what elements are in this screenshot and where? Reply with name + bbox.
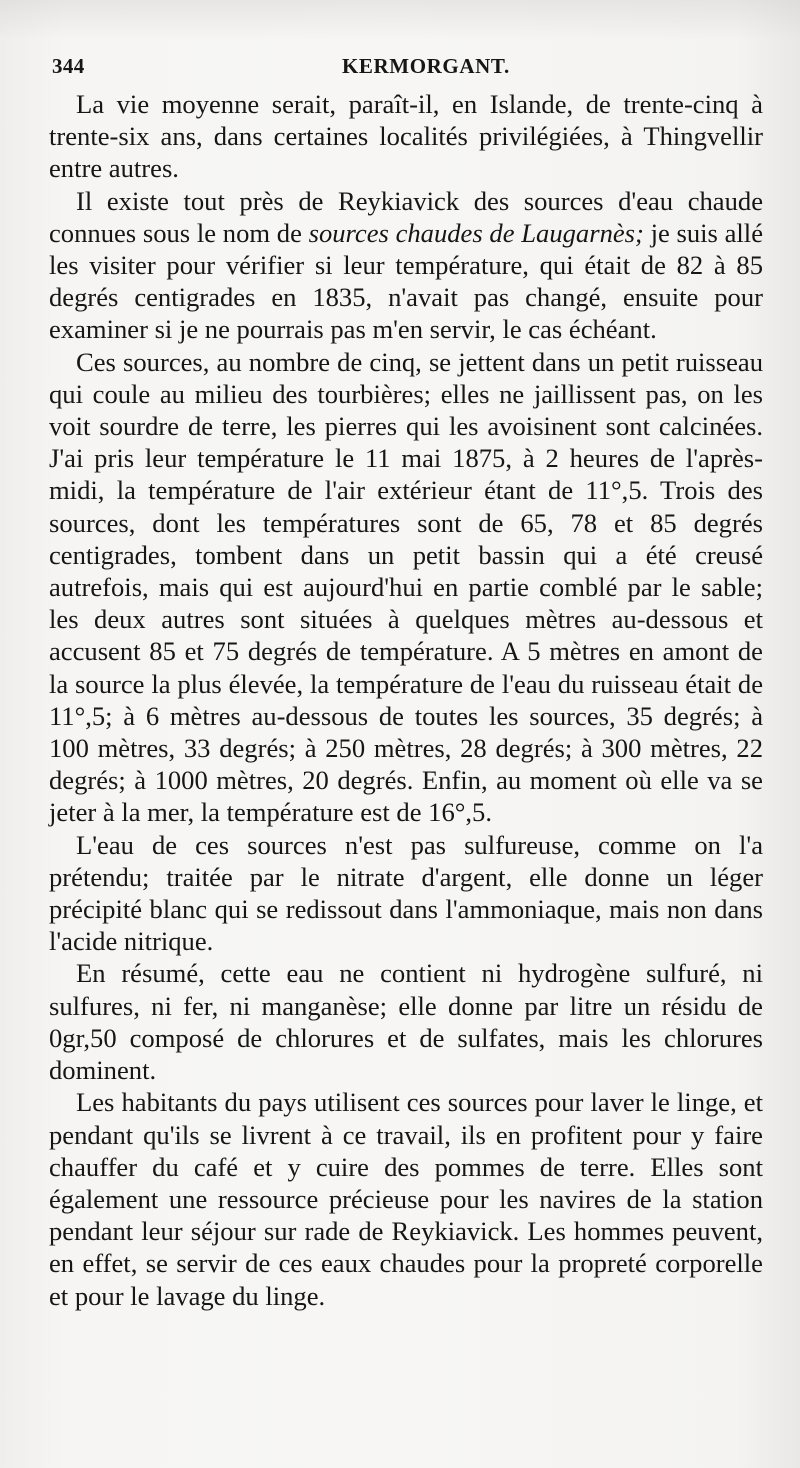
paragraph-life-expectancy: La vie moyenne serait, paraît-il, en Islande, de trente-cinq à trente-six ans, dans certaines localités privilégiées, à Thingvellir entre autres. bbox=[49, 89, 763, 184]
running-head bbox=[52, 54, 760, 88]
article-body bbox=[49, 88, 763, 1312]
paragraph-temperature-measurements: Ces sources, au nombre de cinq, se jettent dans un petit ruisseau qui coule au milieu des tourbières; elles ne jaillissent pas, on les voit sourdre de terre, les pierres qui les avoisinent sont calcinées. J'ai pris leur température le 11 mai 1875, à 2 heures de l'après-midi, la température de l'air extérieur étant de 11°,5. Trois des sources, dont les températures sont de 65, 78 et 85 degrés centigrades, tombent dans un petit bassin qui a été creusé autrefois, mais qui est aujourd'hui en partie comblé par le sable; les deux autres sont situées à quelques mètres au-dessous et accusent 85 et 75 degrés de température. A 5 mètres en amont de la source la plus élevée, la température de l'eau du ruisseau était de 11°,5; à 6 mètres au-dessous de toutes les sources, 35 degrés; à 100 mètres, 33 degrés; à 250 mètres, 28 degrés; à 300 mètres, 22 degrés; à 1000 mètres, 20 degrés. Enfin, au moment où elle va se jeter à la mer, la température est de 16°,5. bbox=[49, 346, 763, 828]
paragraph-water-chemistry: L'eau de ces sources n'est pas sulfureuse, comme on l'a prétendu; traitée par le nitrate d'argent, elle donne un léger précipité blanc qui se redissout dans l'ammoniaque, mais non dans l'acide nitrique. bbox=[49, 829, 763, 957]
paragraph-text-part: Il existe tout près de Reykiavick des sources d'eau chaude connues sous le nom de bbox=[49, 185, 763, 248]
paragraph-local-uses: Les habitants du pays utilisent ces sources pour laver le linge, et pendant qu'ils se livrent à ce travail, ils en profitent pour y faire chauffer du café et y cuire des pommes de terre. Elles sont également une ressource précieuse pour les navires de la station pendant leur séjour sur rade de Reykiavick. Les hommes peuvent, en effet, se servir de ces eaux chaudes pour la propreté corporelle et pour le lavage du linge. bbox=[49, 1087, 763, 1311]
scan-shadow bbox=[0, 0, 800, 40]
paragraph-laugarnes-springs bbox=[49, 185, 763, 346]
paragraph-summary: En résumé, cette eau ne contient ni hydrogène sulfuré, ni sulfures, ni fer, ni manganèse; elle donne par litre un résidu de 0gr,50 composé de chlorures et de sulfates, mais les chlorures dominent. bbox=[49, 958, 763, 1086]
springs-name-italic: sources chaudes de Laugarnès; bbox=[308, 217, 644, 248]
page-number: 344 bbox=[52, 54, 85, 78]
paragraph-text-part: je suis allé les visiter pour vérifier si leur température, qui était de 82 à 85 degrés centigrades en 1835, n'avait pas changé, ensuite pour examiner si je ne pourrais pas m'en servir, le cas échéant. bbox=[49, 217, 763, 345]
running-title: KERMORGANT. bbox=[342, 54, 510, 78]
